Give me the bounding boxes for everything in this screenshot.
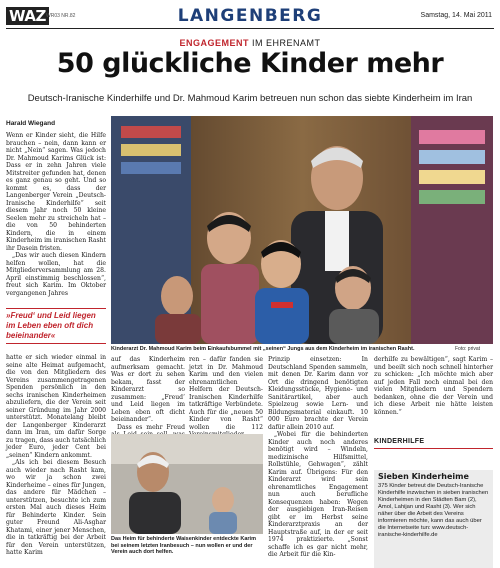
pull-quote-rule [6,343,106,344]
paragraph: hatte er sich wieder einmal in seine alte Heimat aufgemacht, die von den Mitgliedern des Vereins zusammengetragenen Spenden persönlich in den sechs iranischen Kinderheimen abzuliefern, die der Verein seit seiner Gründung im Jahr 2000 unterstützt. Monatelang bleibt der Langenberger Kinderarzt dann im Iran, um dafür Sorge zu tragen, dass auch tatsächlich jeder Euro, jeder Cent bei „seinen“ Kindern ankommt. [6,354,106,459]
article-column-2 [111,356,185,432]
article-column-1 [6,132,106,304]
paragraph: Wenn er Kinder sieht, die Hilfe brauchen – nein, dann kann er nicht „Nein“ sagen. Was jedoch Dr. Mahmoud Karims Glück ist: Dass er in zehn Jahren viele Mitstreiter gefunden hat, denen es ganz genau so geht. Und so kommt es, dass der Langenberger Verein „Deutsch-Iranische Kinderhilfe“ seit diesem Jahr noch 50 kleine Seelen mehr zu streicheln hat – die von 50 behinderten Kindern, die in einem Kinderheim im iranischen Rasht ihr Dasein fristen. [6,132,106,252]
pull-quote [6,308,106,344]
subheadline: Deutsch-Iranische Kinderhilfe und Dr. Mahmoud Karim betreuen nun schon das siebte Kinderheim im Iran [27,93,473,104]
city-masthead: LANGENBERG [177,6,323,26]
masthead-rule [6,28,494,29]
paragraph: Dass es mehr Freud [117,423,185,431]
infobox [374,470,493,568]
infobox-text: 375 Kinder betreut die Deutsch-Iranische Kinderhilfe inzwischen in sieben iranischen Kinderheimen in den Städten Bam (2), Amol, Lahijan und Rasht (3). Wer sich näher über die Arbeit des Vereins informieren möchte, kann das auch über die Internetseite tun: www.deutsch-iranische-kinderhilfe.de [378,483,489,538]
secondary-photo-caption: Das Heim für behinderte Waisenkinder entdeckte Karim bei seinem letzten Iranbesuch – nun wollen er und der Verein auch dort helfen. [111,536,256,555]
pull-quote-text: »Freud‘ und Leid liegen im Leben eben oft dich beieinander« [6,311,96,340]
paragraph: „Das wir auch diesen Kindern helfen wollen, hat die Mitgliederversammlung am 28. April einstimmig beschlossen“, freut sich Karim. Im Oktober vergangenen Jahres [6,252,106,297]
kicker [0,38,500,48]
secondary-photo-illustration [111,434,263,534]
paragraph: ren – dafür fanden sie jetzt in Dr. Mahmoud Karim und den vielen ehrenamtlichen Helfern der Deutsch-Iranischen Kinderhilfe tatkräftige Verbündete. Auch für die „neuen 50 Kinder von Rasht“ wollen die 112 [189,356,263,431]
article-column-4 [268,356,368,568]
kicker-subtopic: IM EHRENAMT [252,38,321,48]
article-column-3 [189,356,263,432]
infobox-title: Sieben Kinderheime [378,472,469,481]
paper-logo: WAZ [6,7,49,25]
paragraph: „Als ich bei diesem Besuch auch wieder nach Rasht kam, wo wir ja schon zwei Kinderheime – eines für Jungen, das andere für Mädchen – unterstützen, besuchte ich zum ersten Mal auch dieses Heim für Behinderte Kinder. Sein guter Freund Ali-Asghar Khatami, einer jener Menschen, die in tatkräftig bei der Arbeit für den Verein unterstützen, hatte Karim [6,459,106,556]
paper-edition: WR03 NR.82 [46,13,76,19]
paragraph: „Wobei für die behinderten Kinder auch noch anderes benötigt wird – Windeln, medizinische Hilfsmittel, Rollstühle, Gehwagen“, zählt Karim auf. Übrigens: Für den Kinderarzt wird sein ehrenamtliches Engagement nun auch berufliche Konsequenzen haben: Wegen der ausgiebigen Iran-Reisen gibt er im Herbst seine Kinderarztpraxis an der Hauptstraße auf, in der er seit 1974 praktizierte. „Sonst schaffe ich es gar nicht mehr, die Arbeit für die Kin- [268,431,368,558]
article-column-1-continued [6,354,106,566]
main-photo-caption: Kinderarzt Dr. Mahmoud Karim beim Einkaufsbummel mit „seinen“ Jungs aus dem Kinderheim im iranischen Rasht. [111,346,415,352]
infobox-rule [374,448,493,449]
issue-date: Samstag, 14. Mai 2011 [420,12,492,19]
kicker-topic: ENGAGEMENT [179,38,249,48]
byline: Harald Wiegand [6,120,56,127]
photo-illustration [111,116,493,344]
article-column-5 [374,356,493,436]
paragraph: Prinzip einsetzen: In Deutschland Spenden sammeln, mit denen Dr. Karim dann vor Ort die dringend benötigten Kleidungsstücke, Hygiene- und Sanitärartikel, aber auch Spielzeug sowie Lern- und Bildungsmaterial einkauft. 10 000 Euro brachte der Verein dafür allein 2010 auf. [268,356,368,431]
main-photo [111,116,493,344]
headline: 50 glückliche Kinder mehr [56,48,444,79]
photo-credit: Foto: privat [455,346,481,352]
secondary-photo [111,434,263,534]
paragraph: derhilfe zu bewältigen“, sagt Karim – und beeilt sich noch schnell hinterher zu schicken: „Ich möchte mich aber auf jeden Fall noch einmal bei den vielen Mitgliedern und Spendern bedanken, ohne die der Verein und ich diese Arbeit nie hätte leisten können.“ [374,356,493,416]
infobox-section-label: KINDERHILFE [374,438,425,445]
paragraph: auf das Kinderheim aufmerksam gemacht. Was er dort zu sehen bekam, fasst der Kinderarzt so zusammen: „Freud‘ und Leid liegen im Leben eben oft dicht beieinander“. [111,356,185,423]
